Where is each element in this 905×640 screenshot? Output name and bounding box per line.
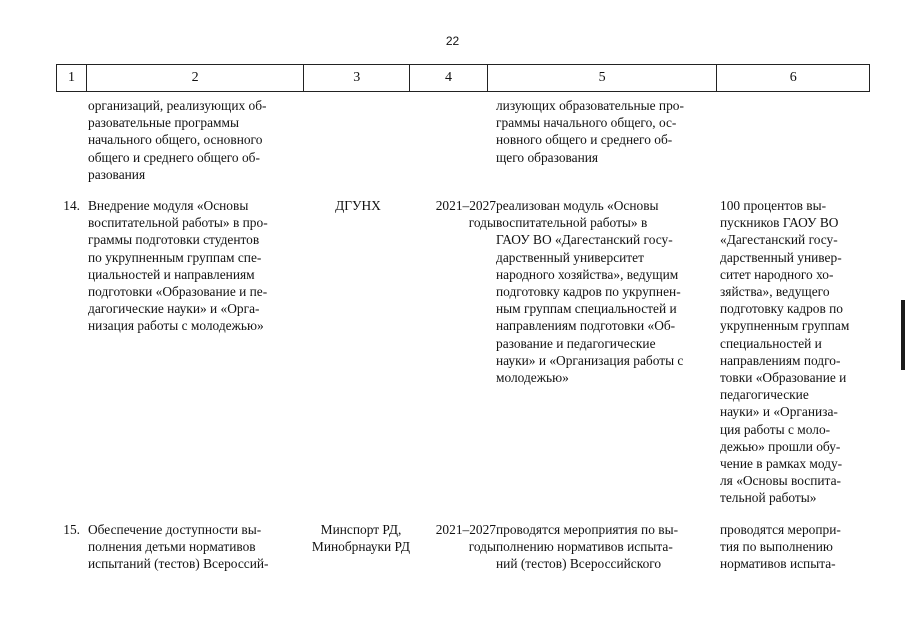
text-line: подготовку кадров по укрупнен- — [496, 284, 681, 300]
text-line: годы — [468, 215, 496, 231]
row-15-number: 15. — [63, 522, 80, 537]
text-line: 100 процентов вы- — [720, 198, 827, 213]
text-line: циальностей и направлениям — [88, 266, 255, 282]
row-14-number: 14. — [63, 198, 80, 213]
text-line: педагогические — [720, 387, 809, 403]
text-line: по укрупненным группам спе- — [88, 249, 262, 265]
text-line: молодежью» — [496, 370, 569, 386]
page-number: 22 — [445, 34, 460, 48]
row-14-period — [416, 197, 496, 231]
row-15-indicator — [720, 521, 870, 573]
text-line: полнения детьми нормативов — [88, 539, 256, 555]
text-line: разование и педагогические — [496, 335, 656, 351]
text-line: граммы начального общего, ос- — [496, 115, 677, 131]
text-line: проводятся мероприятия по вы- — [496, 522, 679, 537]
text-line: щего образования — [496, 149, 599, 165]
text-line: направлениям подго- — [720, 352, 841, 368]
text-line: организаций, реализующих об- — [88, 98, 267, 113]
scan-edge-mark — [901, 300, 905, 370]
text-line: зяйства», ведущего — [720, 284, 830, 300]
text-line: нормативов испыта- — [720, 556, 836, 572]
text-line: Внедрение модуля «Основы — [88, 198, 249, 213]
text-line: полнению нормативов испыта- — [496, 539, 673, 555]
text-line: 2021–2027 — [435, 522, 496, 537]
text-line: Обеспечение доступности вы- — [88, 522, 262, 537]
header-col-5: 5 — [488, 65, 717, 91]
text-line: направлениям подготовки «Об- — [496, 318, 676, 334]
header-col-4: 4 — [410, 65, 488, 91]
text-line: товки «Образование и — [720, 370, 847, 386]
text-line: годы — [468, 539, 496, 555]
text-line: укрупненным группам — [720, 318, 850, 334]
text-line: ний (тестов) Всероссийского — [496, 556, 662, 572]
text-line: дарственный университет — [496, 249, 644, 265]
text-line: разовательные программы — [88, 115, 239, 131]
text-line: народного хозяйства», ведущим — [496, 266, 679, 282]
text-line: специальностей и — [720, 335, 822, 351]
text-line: разования — [88, 166, 146, 182]
text-line: ДГУНХ — [335, 198, 381, 213]
table-header-row — [56, 64, 870, 92]
text-line: ция работы с моло- — [720, 421, 831, 437]
continuation-col5 — [496, 97, 714, 166]
text-line: дагогические науки» и «Орга- — [88, 301, 260, 317]
row-15-responsible — [305, 521, 417, 555]
row-14-indicator — [720, 197, 870, 507]
text-line: низация работы с молодежью» — [88, 318, 264, 334]
text-line: общего и среднего общего об- — [88, 149, 260, 165]
header-col-1: 1 — [57, 65, 87, 91]
text-line: подготовку кадров по — [720, 301, 843, 317]
text-line: Минспорт РД, — [320, 522, 402, 537]
text-line: воспитательной работы» в — [496, 215, 648, 231]
text-line: ля «Основы воспита- — [720, 473, 841, 489]
header-col-3: 3 — [304, 65, 410, 91]
text-line: реализован модуль «Основы — [496, 198, 659, 213]
text-line: ным группам специальностей и — [496, 301, 677, 317]
text-line: тия по выполнению — [720, 539, 833, 555]
header-col-6: 6 — [789, 70, 797, 85]
text-line: ситет народного хо- — [720, 266, 834, 282]
text-line: испытаний (тестов) Всероссий- — [88, 556, 269, 572]
text-line: чение в рамках моду- — [720, 456, 843, 472]
text-line: пускников ГАОУ ВО — [720, 215, 839, 231]
text-line: науки» и «Организа- — [720, 404, 838, 420]
text-line: начального общего, основного — [88, 132, 263, 148]
text-line: Минобрнауки РД — [311, 539, 411, 555]
text-line: граммы подготовки студентов — [88, 232, 260, 248]
row-15-period — [416, 521, 496, 555]
row-14-result — [496, 197, 716, 386]
text-line: дарственный универ- — [720, 249, 842, 265]
row-14-responsible — [305, 197, 411, 214]
continuation-col2 — [88, 97, 298, 183]
text-line: воспитательной работы» в про- — [88, 215, 268, 231]
text-line: проводятся меропри- — [720, 522, 841, 537]
text-line: ГАОУ ВО «Дагестанский госу- — [496, 232, 673, 248]
row-14-measure — [88, 197, 298, 335]
text-line: тельной работы» — [720, 490, 817, 506]
text-line: «Дагестанский госу- — [720, 232, 838, 248]
text-line: подготовки «Образование и пе- — [88, 284, 268, 300]
text-line: дежью» прошли обу- — [720, 438, 841, 454]
row-15-result — [496, 521, 716, 573]
header-col-2: 2 — [87, 65, 304, 91]
row-15-measure — [88, 521, 298, 573]
text-line: науки» и «Организация работы с — [496, 352, 684, 368]
text-line: новного общего и среднего об- — [496, 132, 673, 148]
text-line: лизующих образовательные про- — [496, 98, 684, 113]
text-line: 2021–2027 — [435, 198, 496, 213]
